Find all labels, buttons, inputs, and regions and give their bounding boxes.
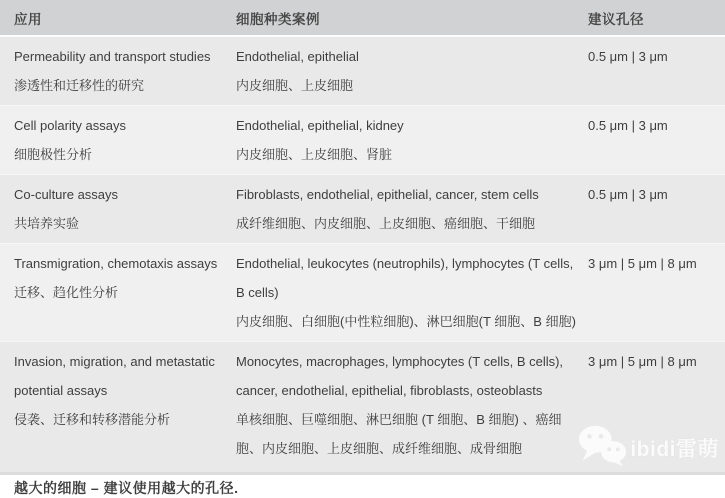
application-en: Cell polarity assays (14, 118, 126, 133)
wechat-icon (577, 423, 627, 472)
watermark-text: ibidi雷萌 (630, 437, 719, 461)
table-header (0, 0, 725, 37)
cell-types-zh: 内皮细胞、白细胞(中性粒细胞)、淋巴细胞(T 细胞、B 细胞) (236, 314, 576, 329)
table-row (0, 243, 725, 341)
cell-types-cell (236, 37, 588, 105)
footer-note: 越大的细胞 – 建议使用越大的孔径. (14, 480, 239, 496)
application-zh: 共培养实验 (14, 216, 80, 231)
header-application: 应用 (14, 11, 42, 27)
table-row (0, 174, 725, 243)
cell-types-cell (236, 342, 588, 468)
cell-types-zh: 内皮细胞、上皮细胞 (236, 78, 354, 93)
cell-types-zh: 成纤维细胞、内皮细胞、上皮细胞、癌细胞、干细胞 (236, 216, 536, 231)
application-en: Permeability and transport studies (14, 49, 211, 64)
cell-types-en: Endothelial, epithelial (236, 49, 359, 64)
application-zh: 细胞极性分析 (14, 147, 93, 162)
application-en: Invasion, migration, and metastatic potential assays (14, 354, 215, 398)
cell-types-cell (236, 244, 588, 341)
header-cell-types: 细胞种类案例 (236, 11, 320, 27)
header-pore-size: 建议孔径 (588, 11, 644, 27)
application-zh: 迁移、趋化性分析 (14, 285, 119, 300)
cell-types-en: Monocytes, macrophages, lymphocytes (T cells, B cells), cancer, endothelial, epithelial, fibroblasts, osteoblasts (236, 354, 564, 398)
cell-types-en: Endothelial, epithelial, kidney (236, 118, 404, 133)
application-cell (0, 342, 236, 468)
cell-types-zh: 内皮细胞、上皮细胞、肾脏 (236, 147, 393, 162)
application-en: Transmigration, chemotaxis assays (14, 256, 218, 271)
application-cell (0, 37, 236, 105)
bottom-edge-divider (0, 472, 725, 475)
cell-types-en: Endothelial, leukocytes (neutrophils), lymphocytes (T cells, B cells) (236, 256, 574, 300)
application-zh: 侵袭、迁移和转移潜能分析 (14, 412, 171, 427)
table-row (0, 105, 725, 174)
pore-size-cell: 0.5 μm | 3 μm (588, 118, 668, 133)
application-en: Co-culture assays (14, 187, 119, 202)
application-cell (0, 106, 236, 174)
application-cell (0, 175, 236, 243)
cell-types-cell (236, 106, 588, 174)
cell-types-cell (236, 175, 588, 243)
table-row (0, 37, 725, 105)
cell-types-zh: 单核细胞、巨噬细胞、淋巴细胞 (T 细胞、B 细胞) 、癌细胞、内皮细胞、上皮细胞、成纤维细胞、成骨细胞 (236, 412, 562, 456)
cell-types-en: Fibroblasts, endothelial, epithelial, cancer, stem cells (236, 187, 539, 202)
watermark (577, 423, 719, 472)
application-zh: 渗透性和迁移性的研究 (14, 78, 145, 93)
pore-size-cell: 3 μm | 5 μm | 8 μm (588, 256, 697, 271)
application-cell (0, 244, 236, 341)
pore-size-cell: 0.5 μm | 3 μm (588, 187, 668, 202)
pore-size-cell: 0.5 μm | 3 μm (588, 49, 668, 64)
pore-size-cell: 3 μm | 5 μm | 8 μm (588, 354, 697, 369)
